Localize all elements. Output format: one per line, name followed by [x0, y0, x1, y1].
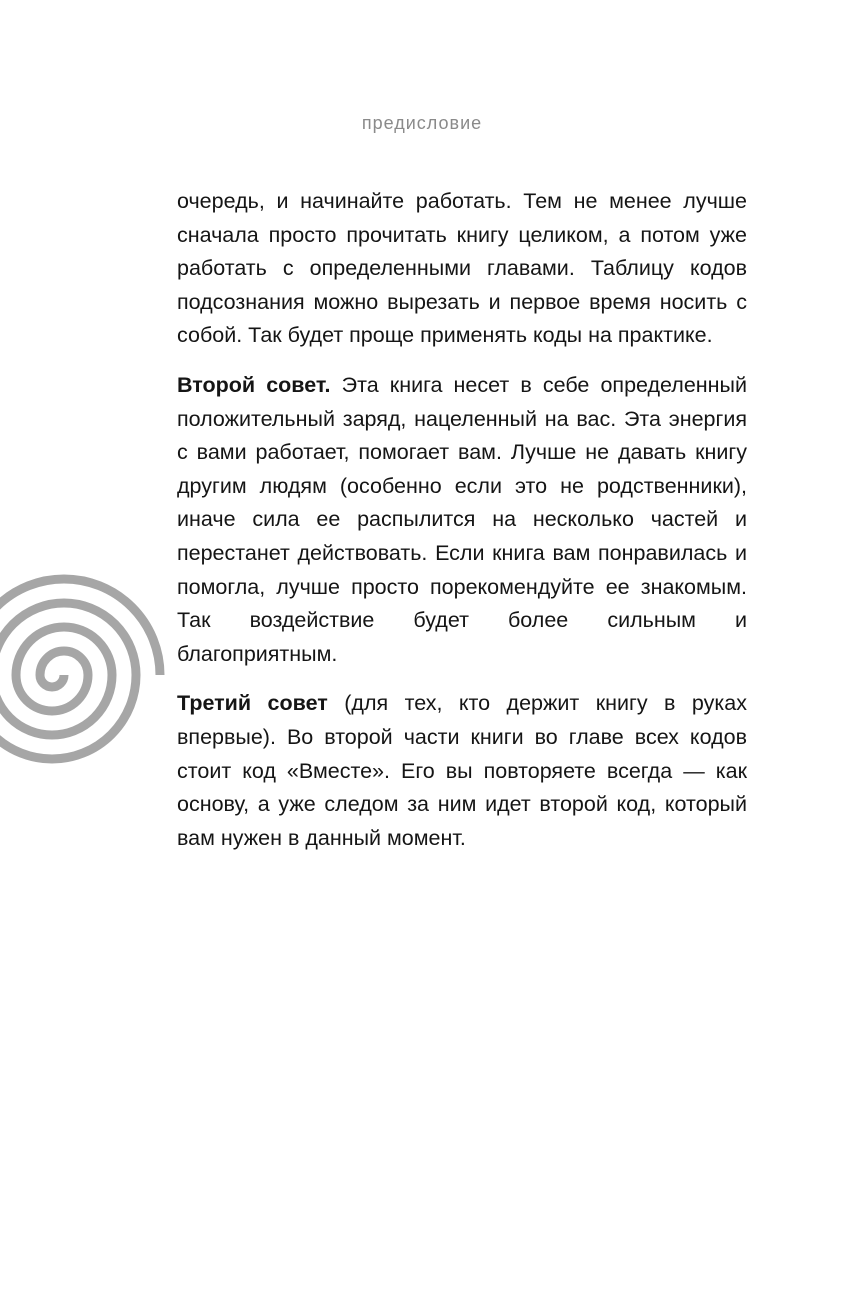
spiral-icon	[0, 535, 165, 795]
body-text	[177, 185, 747, 871]
paragraph-2-lead: Второй совет.	[177, 372, 331, 397]
running-head: предисловие	[361, 113, 483, 133]
paragraph-2-text: Эта книга несет в себе определенный положительный заряд, нацеленный на вас. Эта энергия с вами работает, помогает вам. Лучше не давать книгу другим людям (особенно если это не родственники), иначе сила ее распылится на несколько частей и перестанет действовать. Если книга вам понравилась и помогла, лучше просто порекомендуйте ее знакомым. Так воздействие будет более сильным и благоприятным.	[177, 372, 748, 666]
paragraph-2	[177, 369, 747, 671]
paragraph-3-text: (для тех, кто держит книгу в руках впервые). Во второй части книги во главе всех кодов стоит код «Вместе». Его вы повторяете всегда — как основу, а уже следом за ним идет второй код, который вам нужен в данный момент.	[177, 691, 747, 850]
paragraph-3	[177, 687, 747, 855]
paragraph-1	[177, 185, 747, 353]
paragraph-1-text: очередь, и начинайте работать. Тем не менее лучше сначала просто прочитать книгу целиком, а потом уже работать с определенными главами. Таблицу кодов подсознания можно вырезать и первое время носить с собой. Так будет проще применять коды на практике.	[177, 189, 747, 348]
paragraph-3-lead: Третий совет	[177, 691, 328, 716]
